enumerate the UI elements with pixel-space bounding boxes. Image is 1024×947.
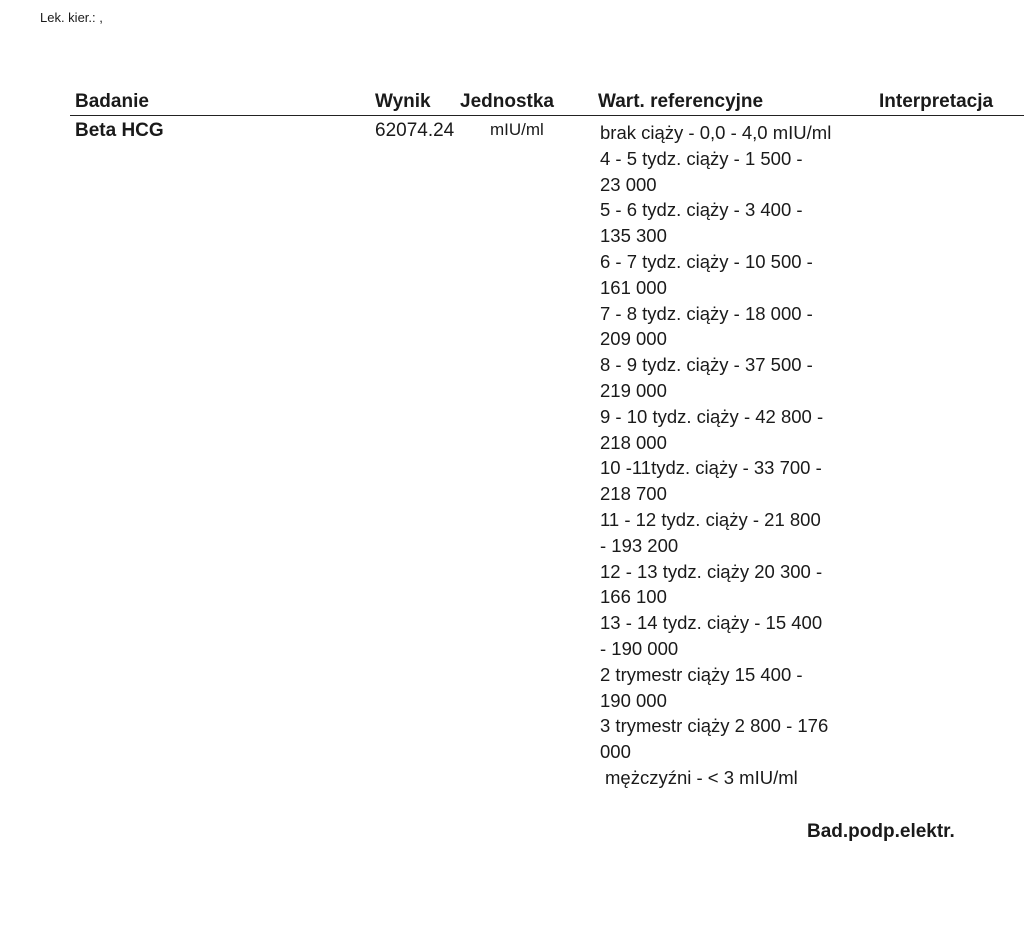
reference-line: 23 000 <box>600 173 657 195</box>
reference-line: 000 <box>600 741 631 763</box>
column-header-test: Badanie <box>75 91 149 112</box>
reference-line: 166 100 <box>600 586 667 608</box>
reference-line: 3 trymestr ciąży 2 800 - 176 <box>600 715 829 737</box>
column-header-reference: Wart. referencyjne <box>598 91 764 112</box>
reference-line: 12 - 13 tydz. ciąży 20 300 - <box>600 560 823 582</box>
reference-line: brak ciąży - 0,0 - 4,0 mIU/ml <box>600 122 832 143</box>
reference-line: 218 000 <box>600 431 667 453</box>
test-result: 62074.24 <box>375 120 455 141</box>
column-header-interpretation: Interpretacja <box>879 91 994 112</box>
reference-line: 161 000 <box>600 276 667 298</box>
signature-label: Bad.podp.elektr. <box>807 821 955 842</box>
reference-line: 9 - 10 tydz. ciąży - 42 800 - <box>600 405 824 427</box>
reference-line: 6 - 7 tydz. ciąży - 10 500 - <box>600 250 813 272</box>
reference-line: 190 000 <box>600 689 667 711</box>
reference-line: 218 700 <box>600 483 667 505</box>
reference-line: 11 - 12 tydz. ciąży - 21 800 <box>600 508 821 530</box>
reference-line: 7 - 8 tydz. ciąży - 18 000 - <box>600 302 813 324</box>
column-header-result: Wynik <box>375 91 431 112</box>
header-divider <box>70 115 1024 116</box>
reference-line: 8 - 9 tydz. ciąży - 37 500 - <box>600 354 813 376</box>
reference-line: mężczyźni - < 3 mIU/ml <box>605 766 798 788</box>
reference-line: - 193 200 <box>600 534 679 556</box>
reference-line: 135 300 <box>600 225 667 247</box>
reference-line: 5 - 6 tydz. ciąży - 3 400 - <box>600 199 803 221</box>
reference-line: 4 - 5 tydz. ciąży - 1 500 - <box>600 147 803 169</box>
column-header-unit: Jednostka <box>460 91 554 112</box>
reference-line: 13 - 14 tydz. ciąży - 15 400 <box>600 612 823 634</box>
reference-values <box>600 120 885 791</box>
reference-line: 2 trymestr ciąży 15 400 - <box>600 663 803 685</box>
reference-line: 219 000 <box>600 379 667 401</box>
reference-line: 209 000 <box>600 328 667 350</box>
test-name: Beta HCG <box>75 120 164 141</box>
reference-line: - 190 000 <box>600 637 679 659</box>
test-unit: mIU/ml <box>490 120 544 139</box>
reference-line: 10 -11tydz. ciąży - 33 700 - <box>600 457 822 479</box>
doctor-label: Lek. kier.: , <box>40 10 103 25</box>
